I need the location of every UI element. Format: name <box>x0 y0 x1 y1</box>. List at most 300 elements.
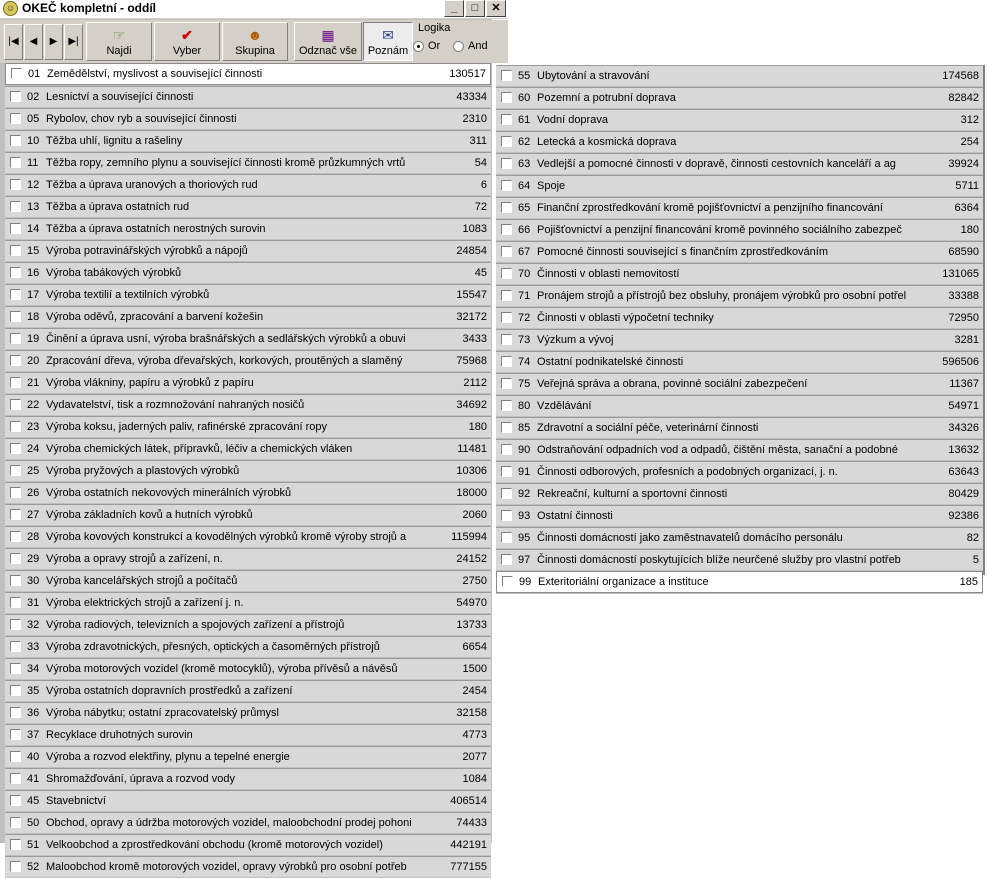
item-count: 11481 <box>457 443 487 455</box>
item-code: 67 <box>518 246 531 258</box>
item-checkbox[interactable] <box>10 685 21 696</box>
item-count: 3433 <box>462 333 487 345</box>
item-code: 33 <box>27 641 40 653</box>
item-checkbox[interactable] <box>10 91 21 102</box>
item-checkbox[interactable] <box>10 421 21 432</box>
item-checkbox[interactable] <box>10 597 21 608</box>
select-button[interactable] <box>154 22 220 61</box>
item-description: Činnosti odborových, profesních a podobných organizací, j. n. <box>537 466 838 478</box>
item-checkbox[interactable] <box>501 180 512 191</box>
item-count: 1500 <box>462 663 487 675</box>
list-item[interactable] <box>5 328 491 349</box>
list-item[interactable] <box>496 571 983 593</box>
item-description: Výroba koksu, jaderných paliv, rafinérské zpracování ropy <box>46 421 328 433</box>
list-item[interactable] <box>496 219 983 240</box>
item-checkbox[interactable] <box>10 773 21 784</box>
list-item[interactable] <box>5 196 491 217</box>
item-code: 23 <box>27 421 40 433</box>
item-checkbox[interactable] <box>501 554 512 565</box>
item-description: Pozemní a potrubní doprava <box>537 92 676 104</box>
item-code: 99 <box>519 576 532 588</box>
item-checkbox[interactable] <box>501 70 512 81</box>
item-code: 26 <box>27 487 40 499</box>
list-item[interactable] <box>5 614 491 635</box>
item-code: 93 <box>518 510 531 522</box>
list-item[interactable] <box>496 153 983 174</box>
item-checkbox[interactable] <box>502 576 513 587</box>
item-checkbox[interactable] <box>501 488 512 499</box>
item-checkbox[interactable] <box>501 334 512 345</box>
item-description: Stavebnictví <box>46 795 106 807</box>
list-item[interactable] <box>496 285 983 306</box>
item-code: 32 <box>27 619 40 631</box>
item-code: 17 <box>27 289 40 301</box>
item-count: 82 <box>966 532 979 544</box>
item-description: Pojišťovnictví a penzijní financování kromě povinného sociálního zabezpeč <box>537 224 902 236</box>
item-checkbox[interactable] <box>10 113 21 124</box>
item-code: 19 <box>27 333 40 345</box>
item-description: Výroba radiových, televizních a spojových zařízení a přístrojů <box>46 619 345 631</box>
list-item[interactable] <box>496 329 983 350</box>
item-code: 72 <box>518 312 531 324</box>
item-description: Pomocné činnosti související s finančním zprostředkováním <box>537 246 829 258</box>
item-code: 41 <box>27 773 40 785</box>
item-count: 72950 <box>948 312 979 324</box>
item-checkbox[interactable] <box>10 399 21 410</box>
list-item[interactable] <box>496 197 983 218</box>
item-count: 2454 <box>462 685 487 697</box>
item-checkbox[interactable] <box>10 839 21 850</box>
item-count: 406514 <box>450 795 487 807</box>
item-code: 20 <box>27 355 40 367</box>
item-description: Těžba a úprava ostatních rud <box>46 201 190 213</box>
list-item[interactable] <box>5 416 491 437</box>
item-code: 74 <box>518 356 531 368</box>
item-count: 63643 <box>948 466 979 478</box>
list-item[interactable] <box>5 460 491 481</box>
list-item[interactable] <box>496 483 983 504</box>
list-item[interactable] <box>496 461 983 482</box>
item-count: 15547 <box>456 289 487 301</box>
item-code: 40 <box>27 751 40 763</box>
list-item[interactable] <box>5 218 491 239</box>
item-count: 54 <box>474 157 487 169</box>
item-checkbox[interactable] <box>10 179 21 190</box>
list-item[interactable] <box>5 856 491 877</box>
item-count: 312 <box>960 114 979 126</box>
item-description: Odstraňování odpadních vod a odpadů, čištění města, sanační a podobné <box>537 444 898 456</box>
list-item[interactable] <box>496 263 983 284</box>
item-checkbox[interactable] <box>501 92 512 103</box>
group-button[interactable] <box>222 22 288 61</box>
item-description: Výroba vlákniny, papíru a výrobků z papíru <box>46 377 254 389</box>
right-section-list <box>496 65 983 594</box>
find-button[interactable] <box>86 22 152 61</box>
item-checkbox[interactable] <box>501 224 512 235</box>
item-count: 185 <box>959 576 978 588</box>
list-item[interactable] <box>5 174 491 195</box>
item-description: Shromažďování, úprava a rozvod vody <box>46 773 235 785</box>
item-checkbox[interactable] <box>10 245 21 256</box>
list-item[interactable] <box>5 790 491 811</box>
item-code: 73 <box>518 334 531 346</box>
list-item[interactable] <box>5 548 491 569</box>
item-count: 6 <box>480 179 487 191</box>
item-count: 32172 <box>456 311 487 323</box>
list-item[interactable] <box>496 439 983 460</box>
item-count: 39924 <box>948 158 979 170</box>
item-code: 21 <box>27 377 40 389</box>
item-count: 82842 <box>948 92 979 104</box>
item-code: 65 <box>518 202 531 214</box>
deselect-all-label: Odznač vše <box>298 45 358 57</box>
list-item[interactable] <box>5 504 491 525</box>
item-checkbox[interactable] <box>10 751 21 762</box>
list-item[interactable] <box>5 130 491 151</box>
note-label: Poznám <box>367 45 409 57</box>
list-item[interactable] <box>5 86 491 107</box>
item-code: 31 <box>27 597 40 609</box>
list-item[interactable] <box>5 636 491 657</box>
item-count: 33388 <box>948 290 979 302</box>
item-description: Výroba chemických látek, přípravků, léčiv a chemických vláken <box>46 443 353 455</box>
item-checkbox[interactable] <box>501 510 512 521</box>
item-description: Letecká a kosmická doprava <box>537 136 677 148</box>
book-icon: ✉ <box>382 27 394 43</box>
item-checkbox[interactable] <box>10 135 21 146</box>
item-checkbox[interactable] <box>10 311 21 322</box>
item-description: Výzkum a vývoj <box>537 334 614 346</box>
logic-and-radio[interactable] <box>453 41 464 52</box>
item-description: Výroba základních kovů a hutních výrobků <box>46 509 253 521</box>
item-count: 2310 <box>462 113 487 125</box>
item-count: 1084 <box>462 773 487 785</box>
list-item[interactable] <box>496 87 983 108</box>
item-checkbox[interactable] <box>10 663 21 674</box>
item-code: 80 <box>518 400 531 412</box>
list-item[interactable] <box>496 65 983 86</box>
item-checkbox[interactable] <box>501 400 512 411</box>
list-item[interactable] <box>5 834 491 855</box>
minimize-button[interactable]: _ <box>444 0 464 17</box>
item-count: 596506 <box>942 356 979 368</box>
item-code: 22 <box>27 399 40 411</box>
logic-or-label: Or <box>428 40 441 52</box>
item-description: Výroba kovových konstrukcí a kovodělných výrobků kromě výroby strojů a <box>46 531 407 543</box>
item-checkbox[interactable] <box>501 422 512 433</box>
item-code: 55 <box>518 70 531 82</box>
list-item[interactable] <box>5 438 491 459</box>
item-count: 54971 <box>948 400 979 412</box>
item-code: 15 <box>27 245 40 257</box>
item-code: 62 <box>518 136 531 148</box>
right-list-edge <box>983 65 985 575</box>
item-description: Činnosti domácností poskytujících blíže neurčené služby pro vlastní potřeb <box>537 554 901 566</box>
list-item[interactable] <box>5 702 491 723</box>
item-count: 11367 <box>949 378 979 390</box>
deselect-all-icon: ▦ <box>321 27 335 43</box>
item-count: 6364 <box>954 202 979 214</box>
item-checkbox[interactable] <box>501 202 512 213</box>
item-checkbox[interactable] <box>10 157 21 168</box>
list-item[interactable] <box>5 306 491 327</box>
item-count: 131065 <box>942 268 979 280</box>
item-code: 75 <box>518 378 531 390</box>
item-description: Výroba pryžových a plastových výrobků <box>46 465 240 477</box>
item-code: 66 <box>518 224 531 236</box>
item-count: 92386 <box>948 510 979 522</box>
first-record-button[interactable]: |◀ <box>4 24 23 60</box>
item-checkbox[interactable] <box>501 378 512 389</box>
item-checkbox[interactable] <box>10 619 21 630</box>
item-checkbox[interactable] <box>501 356 512 367</box>
list-item[interactable] <box>496 109 983 130</box>
item-code: 30 <box>27 575 40 587</box>
item-description: Maloobchod kromě motorových vozidel, opravy výrobků pro osobní potřeb <box>46 861 407 873</box>
item-code: 14 <box>27 223 40 235</box>
list-item[interactable] <box>5 570 491 591</box>
item-count: 2060 <box>462 509 487 521</box>
item-checkbox[interactable] <box>10 795 21 806</box>
item-count: 80429 <box>948 488 979 500</box>
item-code: 25 <box>27 465 40 477</box>
item-count: 34326 <box>948 422 979 434</box>
item-checkbox[interactable] <box>501 466 512 477</box>
item-count: 180 <box>468 421 487 433</box>
list-item[interactable] <box>5 152 491 173</box>
list-item[interactable] <box>5 350 491 371</box>
list-item[interactable] <box>496 505 983 526</box>
list-item[interactable] <box>5 724 491 745</box>
deselect-all-button[interactable] <box>294 22 362 61</box>
item-count: 45 <box>474 267 487 279</box>
item-code: 61 <box>518 114 531 126</box>
item-description: Rekreační, kulturní a sportovní činnosti <box>537 488 728 500</box>
item-code: 70 <box>518 268 531 280</box>
item-count: 115994 <box>451 531 487 543</box>
item-code: 71 <box>518 290 531 302</box>
item-description: Ubytování a stravování <box>537 70 650 82</box>
list-item[interactable] <box>5 526 491 547</box>
list-item[interactable] <box>5 394 491 415</box>
logic-label: Logika <box>418 22 451 34</box>
item-description: Výroba textilií a textilních výrobků <box>46 289 210 301</box>
item-code: 34 <box>27 663 40 675</box>
item-count: 1083 <box>462 223 487 235</box>
item-count: 174568 <box>942 70 979 82</box>
item-description: Výroba oděvů, zpracování a barvení kožešin <box>46 311 264 323</box>
window-title: OKEČ kompletní - oddíl <box>22 1 156 15</box>
item-count: 34692 <box>456 399 487 411</box>
list-item[interactable] <box>496 549 983 570</box>
item-count: 311 <box>469 135 487 147</box>
checkmark-icon: ✔ <box>181 27 193 43</box>
item-description: Výroba nábytku; ostatní zpracovatelský průmysl <box>46 707 279 719</box>
item-description: Vedlejší a pomocné činnosti v dopravě, činnosti cestovních kanceláří a ag <box>537 158 896 170</box>
list-item[interactable] <box>496 241 983 262</box>
item-code: 97 <box>518 554 531 566</box>
item-count: 130517 <box>449 68 486 80</box>
find-label: Najdi <box>106 45 132 57</box>
item-checkbox[interactable] <box>10 575 21 586</box>
previous-record-button[interactable]: ◀ <box>24 24 43 60</box>
item-count: 6654 <box>462 641 487 653</box>
item-code: 52 <box>27 861 40 873</box>
item-checkbox[interactable] <box>501 532 512 543</box>
title-bar[interactable] <box>0 0 508 19</box>
item-checkbox[interactable] <box>10 487 21 498</box>
item-checkbox[interactable] <box>10 531 21 542</box>
logic-or-radio[interactable] <box>413 41 424 52</box>
item-code: 27 <box>27 509 40 521</box>
item-count: 43334 <box>456 91 487 103</box>
item-count: 74433 <box>456 817 487 829</box>
item-code: 29 <box>27 553 40 565</box>
item-code: 28 <box>27 531 40 543</box>
list-item[interactable] <box>5 284 491 305</box>
list-item[interactable] <box>496 351 983 372</box>
last-record-button[interactable]: ▶| <box>64 24 83 60</box>
list-item[interactable] <box>496 373 983 394</box>
item-checkbox[interactable] <box>501 136 512 147</box>
item-description: Velkoobchod a zprostředkování obchodu (kromě motorových vozidel) <box>46 839 383 851</box>
item-count: 24854 <box>456 245 487 257</box>
maximize-button[interactable]: □ <box>465 0 485 17</box>
item-description: Zemědělství, myslivost a související činnosti <box>47 68 263 80</box>
item-code: 85 <box>518 422 531 434</box>
item-code: 63 <box>518 158 531 170</box>
item-checkbox[interactable] <box>10 377 21 388</box>
item-description: Výroba ostatních nekovových minerálních výrobků <box>46 487 292 499</box>
list-item[interactable] <box>5 658 491 679</box>
item-code: 05 <box>27 113 40 125</box>
list-item[interactable] <box>5 746 491 767</box>
item-checkbox[interactable] <box>501 290 512 301</box>
item-checkbox[interactable] <box>10 201 21 212</box>
item-count: 75968 <box>456 355 487 367</box>
item-checkbox[interactable] <box>10 333 21 344</box>
item-description: Veřejná správa a obrana, povinné sociální zabezpečení <box>537 378 808 390</box>
list-item[interactable] <box>5 240 491 261</box>
item-description: Činnosti domácností jako zaměstnavatelů domácího personálu <box>537 532 843 544</box>
item-checkbox[interactable] <box>10 641 21 652</box>
item-code: 16 <box>27 267 40 279</box>
item-code: 90 <box>518 444 531 456</box>
list-item[interactable] <box>5 768 491 789</box>
item-description: Těžba a úprava ostatních nerostných surovin <box>46 223 266 235</box>
item-checkbox[interactable] <box>501 268 512 279</box>
item-description: Pronájem strojů a přístrojů bez obsluhy, pronájem výrobků pro osobní potřel <box>537 290 907 302</box>
item-checkbox[interactable] <box>501 246 512 257</box>
next-record-button[interactable]: ▶ <box>44 24 63 60</box>
list-item[interactable] <box>5 108 491 129</box>
item-description: Vydavatelství, tisk a rozmnožování nahraných nosičů <box>46 399 305 411</box>
item-code: 45 <box>27 795 40 807</box>
item-code: 95 <box>518 532 531 544</box>
item-description: Výroba a rozvod elektřiny, plynu a tepelné energie <box>46 751 290 763</box>
list-item[interactable] <box>5 680 491 701</box>
item-description: Rybolov, chov ryb a související činnosti <box>46 113 237 125</box>
item-checkbox[interactable] <box>10 553 21 564</box>
item-description: Činnosti v oblasti výpočetní techniky <box>537 312 714 324</box>
list-item[interactable] <box>5 592 491 613</box>
item-checkbox[interactable] <box>10 465 21 476</box>
item-checkbox[interactable] <box>10 509 21 520</box>
item-description: Těžba uhlí, lignitu a rašeliny <box>46 135 183 147</box>
item-count: 2077 <box>462 751 487 763</box>
list-item[interactable] <box>496 395 983 416</box>
item-description: Výroba a opravy strojů a zařízení, n. <box>46 553 223 565</box>
item-checkbox[interactable] <box>10 223 21 234</box>
item-description: Lesnictví a související činnosti <box>46 91 194 103</box>
item-description: Výroba zdravotnických, přesných, optických a časoměrných přístrojů <box>46 641 380 653</box>
item-count: 72 <box>474 201 487 213</box>
item-checkbox[interactable] <box>10 729 21 740</box>
item-code: 35 <box>27 685 40 697</box>
item-code: 64 <box>518 180 531 192</box>
list-item[interactable] <box>496 417 983 438</box>
group-label: Skupina <box>235 45 275 57</box>
item-checkbox[interactable] <box>10 267 21 278</box>
item-checkbox[interactable] <box>501 444 512 455</box>
item-code: 10 <box>27 135 40 147</box>
item-description: Činění a úprava usní, výroba brašnářských a sedlářských výrobků a obuvi <box>46 333 406 345</box>
list-item[interactable] <box>496 307 983 328</box>
logic-group <box>412 22 506 60</box>
item-checkbox[interactable] <box>10 443 21 454</box>
item-checkbox[interactable] <box>501 312 512 323</box>
item-code: 37 <box>27 729 40 741</box>
close-button[interactable]: ✕ <box>486 0 506 17</box>
list-item[interactable] <box>5 63 491 85</box>
group-icon: ☻ <box>247 27 263 43</box>
item-checkbox[interactable] <box>10 289 21 300</box>
note-button[interactable] <box>363 22 413 61</box>
item-checkbox[interactable] <box>10 817 21 828</box>
item-checkbox[interactable] <box>10 707 21 718</box>
item-code: 18 <box>27 311 40 323</box>
item-checkbox[interactable] <box>501 158 512 169</box>
logic-and-label: And <box>468 40 488 52</box>
list-item[interactable] <box>5 372 491 393</box>
item-count: 254 <box>960 136 979 148</box>
list-item[interactable] <box>496 131 983 152</box>
item-description: Obchod, opravy a údržba motorových vozidel, maloobchodní prodej pohoni <box>46 817 412 829</box>
item-description: Ostatní činnosti <box>537 510 613 522</box>
item-checkbox[interactable] <box>501 114 512 125</box>
item-description: Výroba motorových vozidel (kromě motocyklů), výroba přívěsů a návěsů <box>46 663 398 675</box>
list-item[interactable] <box>496 175 983 196</box>
item-checkbox[interactable] <box>11 68 22 79</box>
item-description: Spoje <box>537 180 566 192</box>
item-description: Vodní doprava <box>537 114 608 126</box>
list-item[interactable] <box>5 812 491 833</box>
item-description: Výroba kancelářských strojů a počítačů <box>46 575 238 587</box>
item-count: 5 <box>972 554 979 566</box>
item-description: Zdravotní a sociální péče, veterinární činnosti <box>537 422 759 434</box>
item-code: 13 <box>27 201 40 213</box>
list-item[interactable] <box>496 527 983 548</box>
item-code: 92 <box>518 488 531 500</box>
item-count: 5711 <box>955 180 979 192</box>
item-checkbox[interactable] <box>10 355 21 366</box>
list-item[interactable] <box>5 482 491 503</box>
item-checkbox[interactable] <box>10 861 21 872</box>
list-item[interactable] <box>5 262 491 283</box>
item-code: 36 <box>27 707 40 719</box>
item-code: 24 <box>27 443 40 455</box>
select-label: Vyber <box>172 45 202 57</box>
